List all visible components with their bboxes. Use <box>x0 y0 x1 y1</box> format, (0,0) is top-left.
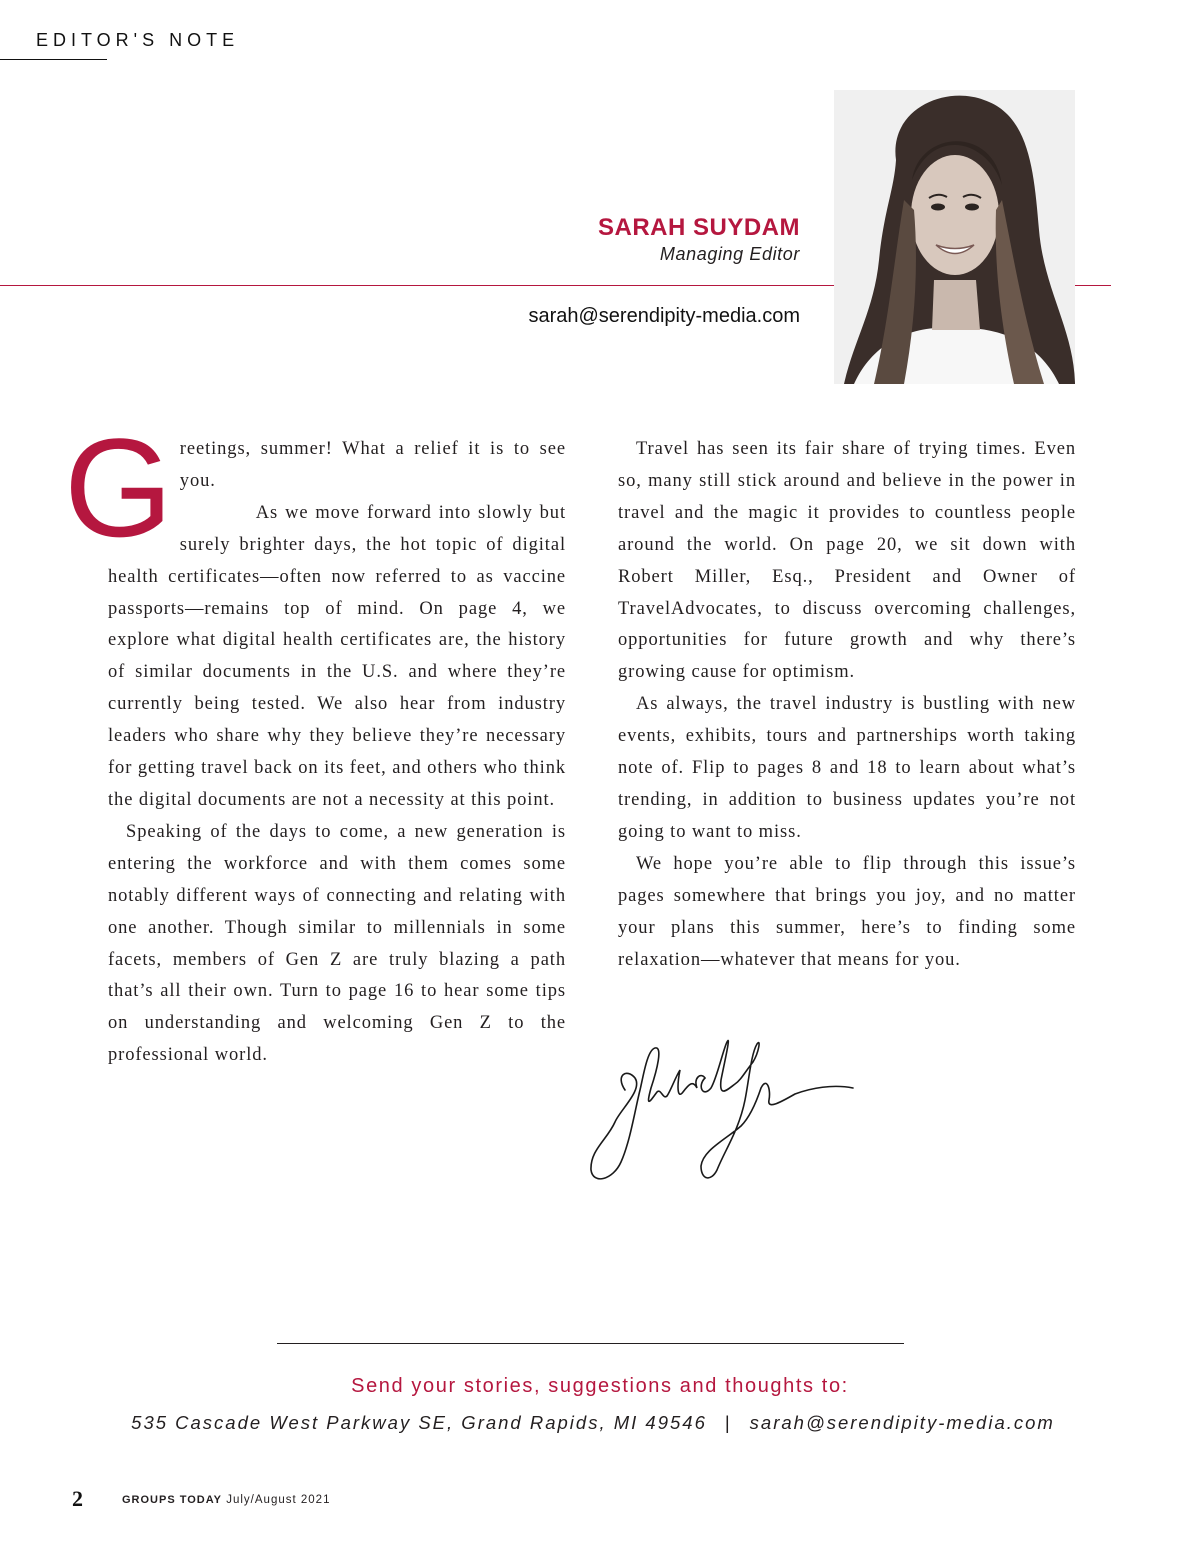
portrait-illustration <box>834 90 1075 384</box>
letter-paragraph: We hope you’re able to flip through this issue’s pages somewhere that brings you joy, and no matter your plans this summer, here’s to finding some relaxation—whatever that means for you. <box>618 853 1076 970</box>
footer-contact <box>0 1412 1186 1434</box>
page-number: 2 <box>72 1486 83 1511</box>
section-divider <box>0 59 107 60</box>
letter-paragraph: Speaking of the days to come, a new generation is entering the workforce and with them comes some notably different ways of connecting and relating with one another. Though similar to millennials in some facets, members of Gen Z are truly blazing a path that’s all their own. Turn to page 16 to hear some tips on understanding and welcoming Gen Z to the professional world. <box>108 821 566 1066</box>
contact-separator: | <box>724 1412 732 1433</box>
letter-paragraph: As we move forward into slowly but surely brighter days, the hot topic of digital health certificates—often now referred to as vaccine passports—remains top of mind. On page 4, we explore what digital health certificates are, the history of similar documents in the U.S. and where they’re currently being tested. We also hear from industry leaders who share why they believe they’re necessary for getting travel back on its feet, and others who think the digital documents are not a necessity at this point. <box>108 502 566 810</box>
letter-paragraph: Greetings, summer! What a relief it is to see you. <box>64 409 566 566</box>
signature-image <box>585 1030 855 1185</box>
footer-email[interactable]: sarah@serendipity-media.com <box>749 1412 1055 1433</box>
section-label: EDITOR'S NOTE <box>36 30 240 50</box>
letter-paragraph: Travel has seen its fair share of trying times. Even so, many still stick around and believe in the power in travel and the magic it provides to countless people around the world. On page 20, we sit down with Robert Miller, Esq., President and Owner of TravelAdvocates, to discuss overcoming challenges, opportunities for future growth and why there’s growing cause for optimism. <box>618 439 1076 683</box>
editor-portrait <box>834 90 1075 384</box>
header-rule-right <box>1075 285 1111 286</box>
issue-date: July/August 2021 <box>226 1494 331 1506</box>
mailing-address: 535 Cascade West Parkway SE, Grand Rapids, MI 49546 <box>131 1412 707 1433</box>
letter-paragraph: As always, the travel industry is bustling with new events, exhibits, tours and partnerships worth taking note of. Flip to pages 8 and 18 to learn about what’s trending, in addition to business updates you’re not going to want to miss. <box>618 694 1076 842</box>
letter-column-right <box>618 434 1076 976</box>
header-rule-left <box>0 285 834 286</box>
author-title: Managing Editor <box>659 244 800 264</box>
footer-lead: Send your stories, suggestions and thoughts to: <box>351 1375 849 1397</box>
letter-column-left <box>64 409 566 1072</box>
publication-line <box>122 1494 330 1506</box>
drop-cap: G <box>64 409 174 566</box>
author-email[interactable]: sarah@serendipity-media.com <box>528 305 800 327</box>
publication-name: GROUPS TODAY <box>122 1494 223 1506</box>
footer-divider <box>277 1343 904 1344</box>
author-name: SARAH SUYDAM <box>597 214 800 241</box>
